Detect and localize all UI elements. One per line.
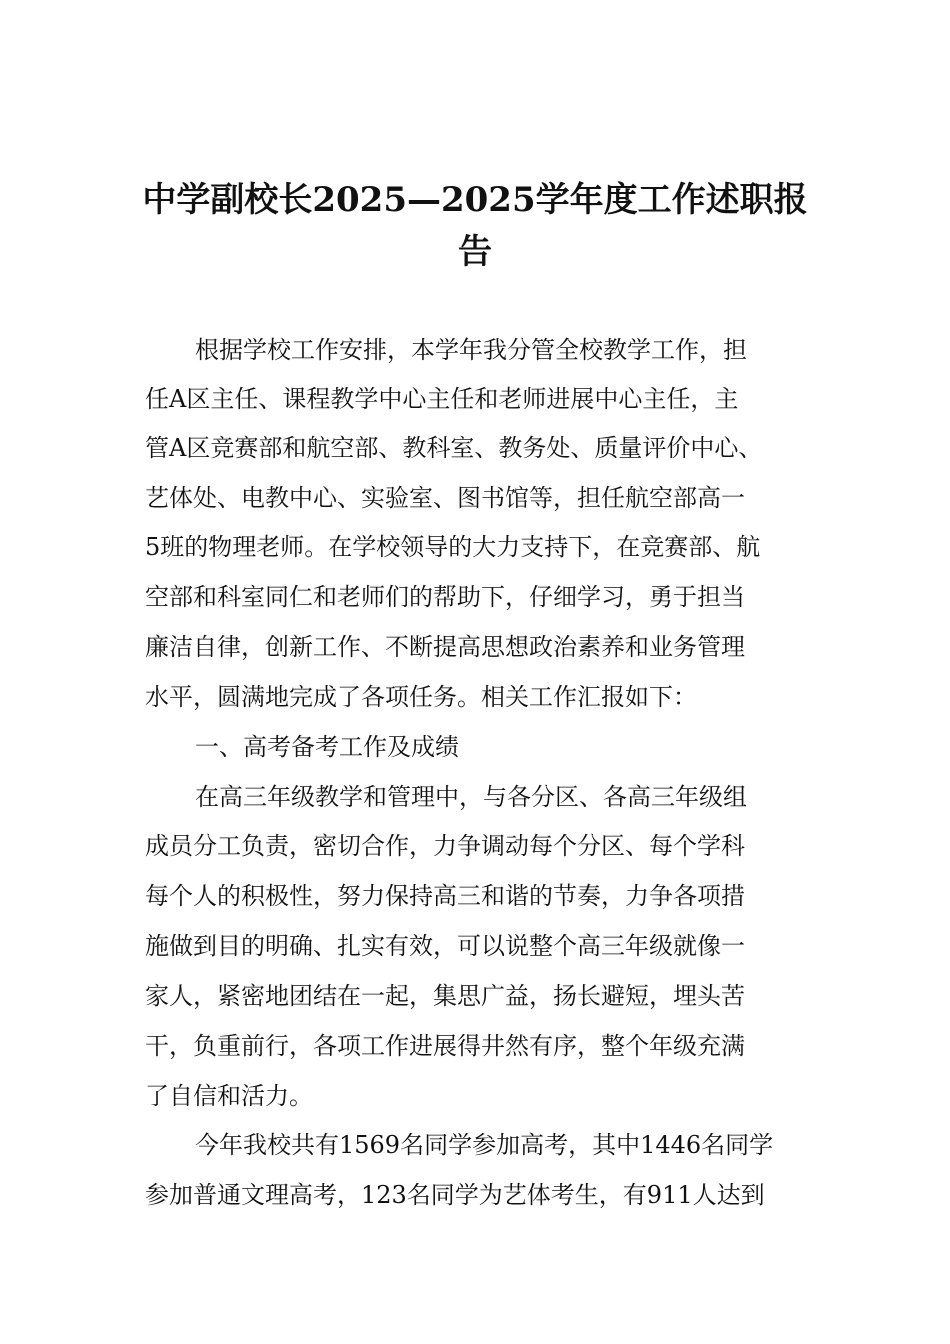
body-text-line: 5班的物理老师。在学校领导的大力支持下，在竞赛部、航 [145,533,761,561]
body-text-line: 了自信和活力。 [145,1082,313,1110]
body-text-line: 今年我校共有1569名同学参加高考，其中1446名同学 [195,1131,774,1159]
body-text-line: 施做到目的明确、扎实有效，可以说整个高三年级就像一 [145,932,745,960]
body-text-line: 廉洁自律，创新工作、不断提高思想政治素养和业务管理 [145,633,745,661]
document-title-continued: 告 [458,232,492,272]
body-text-line: 家人，紧密地团结在一起，集思广益，扬长避短，埋头苦 [145,982,745,1010]
body-text-line: 干，负重前行，各项工作进展得井然有序，整个年级充满 [145,1032,745,1060]
body-text-line: 管A区竞赛部和航空部、教科室、教务处、质量评价中心、 [145,434,763,462]
document-title: 中学副校长2025—2025学年度工作述职报 [142,180,808,220]
body-text-line: 空部和科室同仁和老师们的帮助下，仔细学习，勇于担当 [145,583,745,611]
body-text-line: 根据学校工作安排，本学年我分管全校教学工作，担 [195,336,747,364]
body-text-line: 艺体处、电教中心、实验室、图书馆等，担任航空部高一 [145,484,745,512]
body-text-line: 在高三年级教学和管理中，与各分区、各高三年级组 [195,783,747,811]
body-text-line: 每个人的积极性，努力保持高三和谐的节奏，力争各项措 [145,882,745,910]
body-text-line: 参加普通文理高考，123名同学为艺体考生，有911人达到 [145,1181,765,1209]
body-text-line: 任A区主任、课程教学中心主任和老师进展中心主任，主 [145,385,739,413]
section-heading: 一、高考备考工作及成绩 [195,733,459,761]
body-text-line: 水平，圆满地完成了各项任务。相关工作汇报如下： [145,683,697,711]
body-text-line: 成员分工负责，密切合作，力争调动每个分区、每个学科 [145,832,745,860]
